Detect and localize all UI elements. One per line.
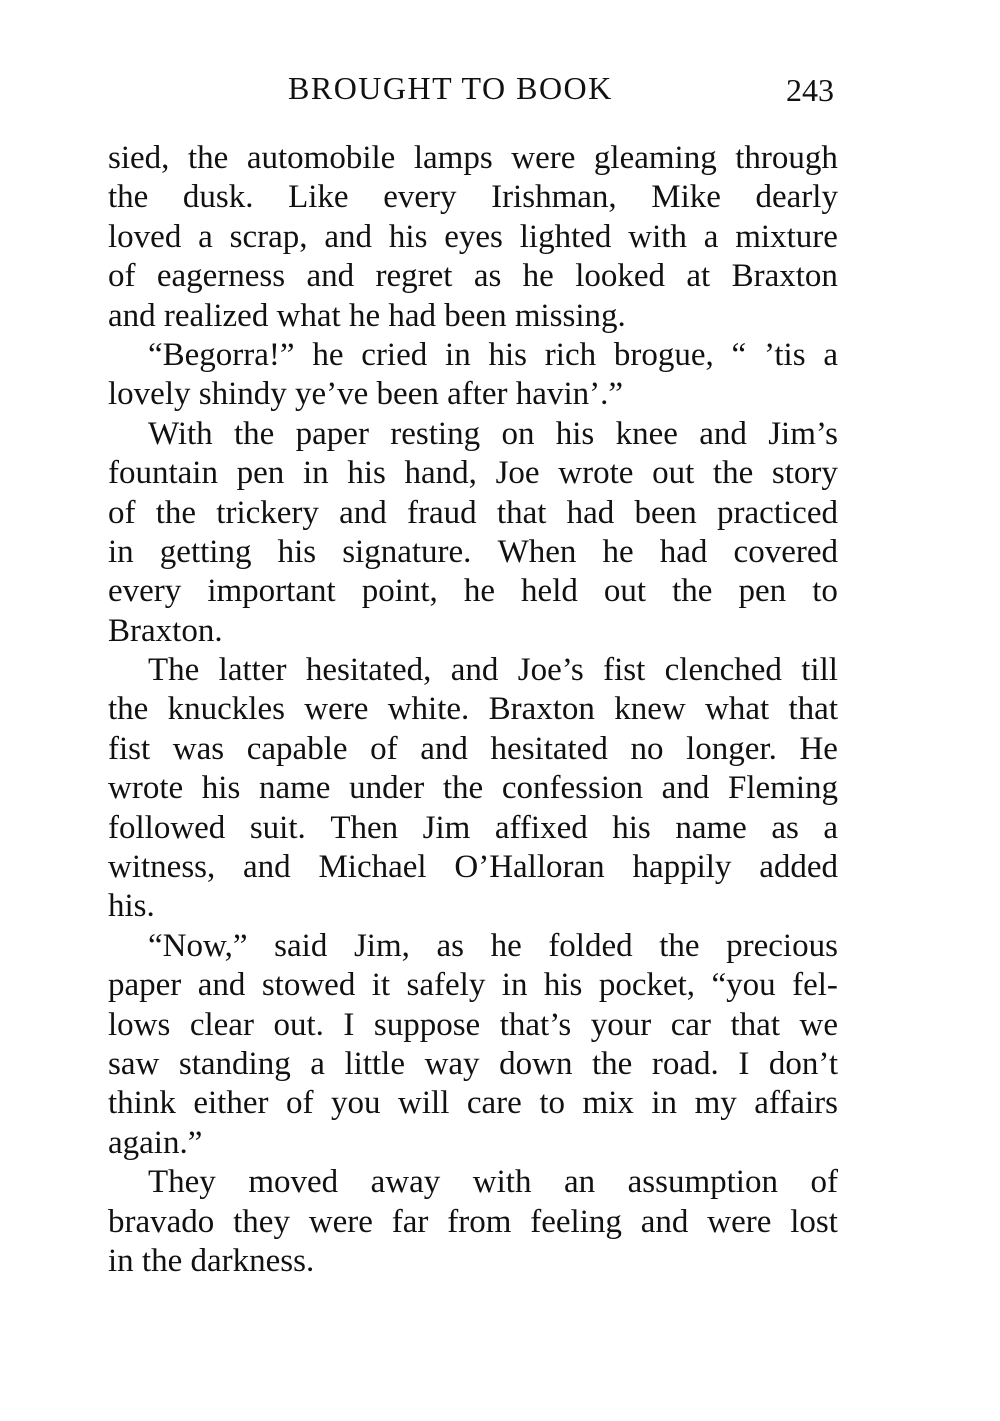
word: resting: [390, 415, 481, 452]
word: Jim’s: [768, 415, 838, 452]
word: no: [630, 730, 664, 767]
word: an: [563, 1164, 596, 1201]
word: mix: [582, 1085, 634, 1122]
word: every: [108, 573, 182, 610]
word: down: [499, 1045, 573, 1082]
word: will: [398, 1085, 450, 1122]
word: dearly: [755, 179, 838, 216]
word: rich: [544, 336, 597, 373]
text-line: [108, 1006, 838, 1045]
word: the: [187, 140, 229, 176]
text-line: [108, 1124, 838, 1163]
text-line: [108, 297, 838, 336]
word: from: [447, 1203, 512, 1240]
text-line: [108, 927, 838, 966]
word: and: [306, 258, 355, 295]
word: I: [343, 1006, 355, 1043]
word: in: [108, 1242, 142, 1279]
text-line: [108, 1242, 838, 1281]
word: they: [233, 1203, 290, 1240]
word: hesitated,: [305, 652, 432, 689]
word: think: [108, 1085, 176, 1122]
text-line: [108, 257, 838, 296]
text-line: [108, 375, 838, 414]
word: care: [466, 1085, 522, 1122]
word: been: [634, 494, 697, 531]
word: on: [501, 415, 535, 452]
word: in: [302, 455, 329, 492]
word: paper: [108, 967, 182, 1004]
word: and: [450, 652, 499, 689]
word: said: [274, 927, 328, 964]
word: the: [672, 573, 713, 610]
word: affairs: [754, 1085, 838, 1122]
text-line: [108, 572, 838, 611]
word: as: [771, 809, 799, 846]
word: Then: [330, 809, 399, 846]
word: lovely: [108, 376, 199, 413]
word: away: [370, 1164, 441, 1201]
word: knuckles: [167, 691, 285, 728]
word: with: [628, 218, 687, 255]
word: through: [735, 140, 838, 176]
word: sied,: [108, 140, 170, 176]
word: with: [472, 1164, 532, 1201]
word: of: [810, 1164, 838, 1201]
text-line: [108, 1084, 838, 1123]
word: ye’ve: [295, 376, 377, 413]
word: trickery: [216, 494, 319, 531]
word: lows: [108, 1006, 171, 1043]
word: to: [812, 573, 838, 610]
word: fountain: [108, 455, 218, 492]
word: again.”: [108, 1124, 203, 1161]
word: it: [371, 967, 391, 1004]
word: his: [388, 218, 428, 255]
word: capable: [246, 730, 348, 767]
word: clenched: [664, 652, 782, 689]
word: hand,: [404, 455, 477, 492]
word: his: [347, 455, 386, 492]
word: ’tis: [763, 336, 806, 373]
text-line: [108, 218, 838, 257]
word: that: [788, 691, 838, 728]
word: pen: [236, 455, 285, 492]
word: paper: [295, 415, 369, 452]
word: added: [759, 849, 838, 886]
word: a: [823, 809, 838, 846]
word: affixed: [494, 809, 588, 846]
word: confession: [501, 770, 644, 807]
word: story: [771, 455, 838, 492]
word: till: [801, 652, 838, 689]
word: the: [659, 927, 700, 964]
word: far: [391, 1203, 429, 1240]
word: Joe’s: [517, 652, 584, 689]
word: knee: [615, 415, 678, 452]
word: don’t: [768, 1045, 838, 1082]
word: as: [436, 927, 464, 964]
word: They: [148, 1164, 216, 1201]
text-line: [108, 494, 838, 533]
word: under: [349, 770, 425, 807]
page-number: 243: [786, 72, 834, 108]
word: shindy: [198, 376, 295, 413]
word: signature.: [342, 533, 472, 570]
body-text: [108, 139, 838, 1281]
text-line: [108, 651, 838, 690]
word: and: [324, 218, 373, 255]
word: I: [738, 1045, 750, 1082]
text-line: [108, 887, 838, 926]
word: name: [675, 809, 747, 846]
text-line: [108, 454, 838, 493]
word: Braxton: [488, 691, 595, 728]
word: suit.: [249, 809, 306, 846]
text-line: [108, 1203, 838, 1242]
word: and: [420, 730, 468, 767]
word: knew: [614, 691, 686, 728]
word: been: [444, 297, 515, 334]
word: had: [388, 297, 445, 334]
word: saw: [108, 1045, 160, 1082]
word: as: [473, 258, 502, 295]
text-line: [108, 848, 838, 887]
word: either: [193, 1085, 269, 1122]
word: covered: [733, 533, 838, 570]
word: safely: [406, 967, 486, 1004]
word: and: [661, 770, 710, 807]
word: the: [442, 770, 484, 807]
word: dusk.: [182, 179, 254, 216]
text-line: [108, 769, 838, 808]
word: out.: [273, 1006, 324, 1043]
word: that’s: [499, 1006, 572, 1043]
word: assumption: [627, 1164, 778, 1201]
word: every: [383, 179, 457, 216]
word: happily: [632, 849, 732, 886]
word: your: [590, 1006, 652, 1043]
word: he: [348, 297, 389, 334]
word: Braxton: [731, 258, 838, 295]
word: Braxton.: [108, 612, 223, 649]
word: of: [370, 730, 398, 767]
text-line: [108, 336, 838, 375]
word: mixture: [735, 218, 838, 255]
word: regret: [375, 258, 453, 295]
word: the: [108, 691, 149, 728]
word: suppose: [373, 1006, 481, 1043]
word: fel-: [792, 967, 838, 1004]
word: the: [141, 1242, 191, 1279]
word: Michael: [318, 849, 427, 886]
word: and: [699, 415, 747, 452]
word: lighted: [519, 218, 612, 255]
word: scrap,: [229, 218, 308, 255]
word: havin’.”: [515, 376, 623, 413]
text-line: [108, 415, 838, 454]
word: the: [592, 1045, 633, 1082]
word: Jim: [422, 809, 471, 846]
word: we: [799, 1006, 838, 1043]
word: fraud: [407, 494, 477, 531]
word: out: [603, 573, 647, 610]
text-line: [108, 1163, 838, 1202]
word: was: [172, 730, 225, 767]
word: the: [108, 179, 149, 216]
word: of: [108, 494, 136, 531]
word: eyes: [444, 218, 503, 255]
word: Irishman,: [491, 179, 617, 216]
word: of: [108, 258, 136, 295]
word: With: [148, 415, 213, 452]
word: moved: [248, 1164, 339, 1201]
word: a: [198, 218, 213, 255]
word: of: [286, 1085, 314, 1122]
word: a: [310, 1045, 325, 1082]
word: eagerness: [156, 258, 286, 295]
word: name: [258, 770, 331, 807]
word: out: [652, 455, 695, 492]
word: followed: [108, 809, 226, 846]
word: had: [566, 494, 615, 531]
word: he: [490, 927, 522, 964]
word: practiced: [717, 494, 838, 531]
word: in: [651, 1085, 678, 1122]
word: lost: [790, 1203, 838, 1240]
word: important: [207, 573, 336, 610]
word: Jim,: [353, 927, 410, 964]
word: “Now,”: [148, 927, 248, 964]
word: the: [155, 494, 197, 531]
word: standing: [178, 1045, 291, 1082]
word: O’Halloran: [454, 849, 605, 886]
word: darkness.: [190, 1242, 315, 1279]
word: he: [522, 258, 554, 295]
word: wrote: [558, 455, 634, 492]
word: were: [707, 1203, 772, 1240]
text-line: [108, 966, 838, 1005]
word: were: [304, 691, 369, 728]
word: what: [705, 691, 770, 728]
text-line: [108, 809, 838, 848]
word: were: [308, 1203, 373, 1240]
word: he: [602, 533, 634, 570]
word: road.: [651, 1045, 719, 1082]
word: little: [344, 1045, 405, 1082]
word: white.: [387, 691, 470, 728]
word: held: [521, 573, 578, 610]
word: in: [108, 533, 134, 570]
word: his: [488, 336, 527, 373]
word: that: [496, 494, 547, 531]
word: loved: [108, 218, 182, 255]
word: pen: [738, 573, 787, 610]
word: He: [799, 730, 838, 767]
word: Joe: [495, 455, 540, 492]
word: and: [640, 1203, 689, 1240]
word: lamps: [413, 140, 493, 176]
word: “Begorra!”: [148, 336, 295, 373]
word: hesitated: [490, 730, 608, 767]
text-line: [108, 178, 838, 217]
text-line: [108, 612, 838, 651]
word: bravado: [108, 1203, 215, 1240]
text-line: [108, 690, 838, 729]
word: and: [108, 297, 164, 334]
word: witness,: [108, 849, 216, 886]
word: folded: [548, 927, 633, 964]
word: he: [312, 336, 344, 373]
word: wrote: [108, 770, 184, 807]
word: at: [686, 258, 711, 295]
word: and: [243, 849, 291, 886]
text-line: [108, 139, 838, 178]
word: way: [424, 1045, 480, 1082]
word: The: [148, 652, 200, 689]
word: cried: [361, 336, 428, 373]
running-head: [108, 70, 838, 110]
word: Fleming: [727, 770, 838, 807]
word: you: [331, 1085, 381, 1122]
word: his: [555, 415, 595, 452]
word: the: [234, 415, 275, 452]
word: fist: [603, 652, 646, 689]
word: automobile: [246, 140, 396, 176]
word: his: [612, 809, 651, 846]
word: fist: [108, 730, 151, 767]
word: been: [376, 376, 448, 413]
word: getting: [159, 533, 252, 570]
text-line: [108, 533, 838, 572]
word: and: [197, 967, 246, 1004]
word: that: [730, 1006, 780, 1043]
word: looked: [575, 258, 666, 295]
word: his.: [108, 888, 155, 925]
word: after: [447, 376, 516, 413]
word: what: [276, 297, 349, 334]
word: “: [731, 336, 747, 373]
word: and: [339, 494, 387, 531]
word: my: [694, 1085, 737, 1122]
word: car: [670, 1006, 712, 1043]
word: pocket,: [598, 967, 696, 1004]
word: precious: [726, 927, 838, 964]
word: longer.: [686, 730, 777, 767]
word: Like: [288, 179, 349, 216]
word: gleaming: [593, 140, 717, 176]
word: Mike: [651, 179, 721, 216]
word: he: [463, 573, 495, 610]
word: latter: [218, 652, 287, 689]
word: in: [445, 336, 471, 373]
text-line: [108, 1045, 838, 1084]
word: a: [703, 218, 719, 255]
word: had: [659, 533, 708, 570]
word: his: [277, 533, 317, 570]
word: brogue,: [613, 336, 714, 373]
word: missing.: [514, 297, 626, 334]
word: When: [497, 533, 577, 570]
word: stowed: [261, 967, 356, 1004]
word: point,: [361, 573, 438, 610]
word: the: [712, 455, 754, 492]
word: his: [543, 967, 583, 1004]
word: his: [201, 770, 241, 807]
word: to: [539, 1085, 566, 1122]
word: clear: [189, 1006, 254, 1043]
text-line: [108, 730, 838, 769]
word: “you: [711, 967, 776, 1004]
word: were: [511, 140, 576, 176]
word: in: [501, 967, 528, 1004]
word: a: [823, 336, 838, 373]
word: realized: [163, 297, 277, 334]
word: feeling: [530, 1203, 622, 1240]
running-title: BROUGHT TO BOOK: [288, 70, 613, 106]
